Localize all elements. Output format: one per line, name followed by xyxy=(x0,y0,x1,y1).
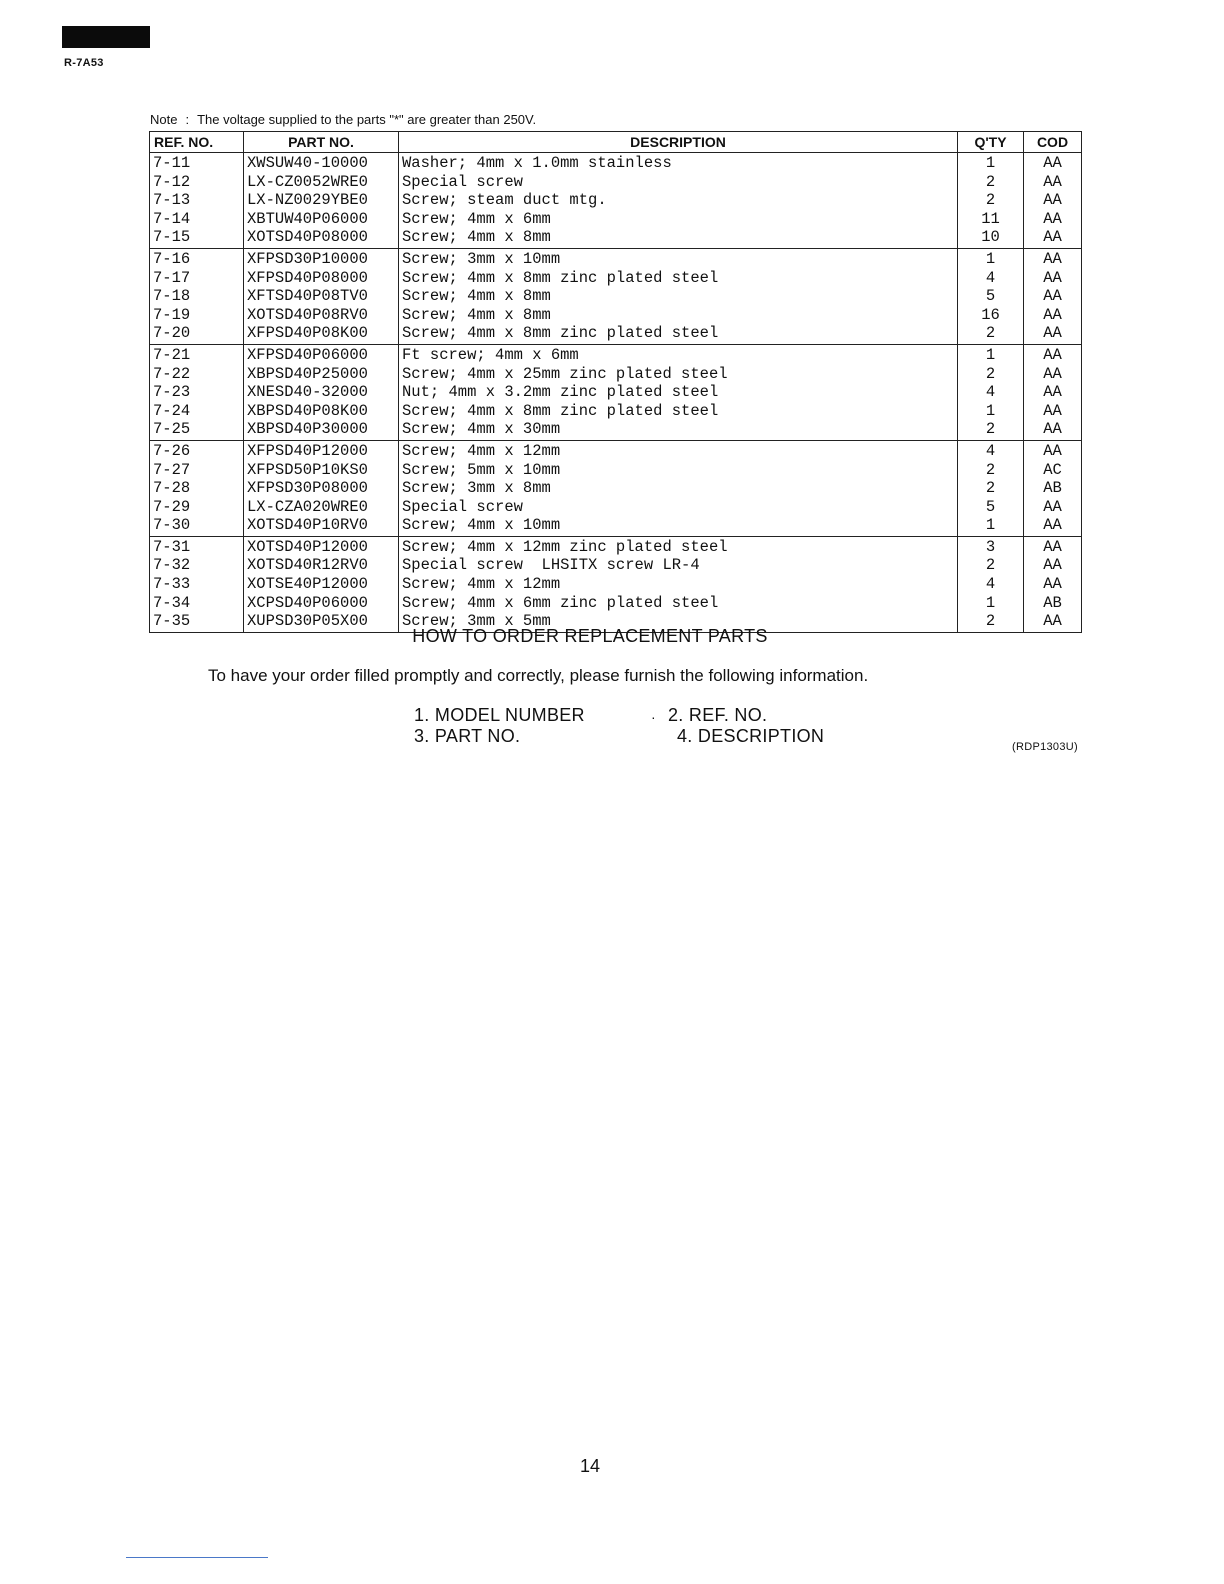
cell-qty: 2 xyxy=(958,479,1024,498)
cell-qty: 2 xyxy=(958,191,1024,210)
table-row xyxy=(150,461,1082,480)
cell-description: Ft screw; 4mm x 6mm xyxy=(399,344,958,364)
table-row xyxy=(150,344,1082,364)
cell-ref: 7-22 xyxy=(150,365,244,384)
cell-description: Screw; 4mm x 6mm zinc plated steel xyxy=(399,594,958,613)
table-row xyxy=(150,556,1082,575)
note-text: The voltage supplied to the parts "*" are greater than 250V. xyxy=(197,112,537,127)
table-row xyxy=(150,420,1082,440)
table-row xyxy=(150,269,1082,288)
cell-ref: 7-17 xyxy=(150,269,244,288)
cell-part: XFPSD30P10000 xyxy=(244,248,399,268)
cell-qty: 16 xyxy=(958,306,1024,325)
cell-qty: 4 xyxy=(958,269,1024,288)
cell-description: Screw; 4mm x 8mm xyxy=(399,228,958,248)
cell-qty: 1 xyxy=(958,402,1024,421)
cell-part: XOTSD40P08000 xyxy=(244,228,399,248)
cell-part: XCPSD40P06000 xyxy=(244,594,399,613)
cell-description: Washer; 4mm x 1.0mm stainless xyxy=(399,153,958,173)
table-row xyxy=(150,536,1082,556)
cell-qty: 2 xyxy=(958,173,1024,192)
info-item-description: 4. DESCRIPTION xyxy=(677,726,825,746)
cell-description: Screw; 4mm x 8mm xyxy=(399,287,958,306)
info-item-part-no: 3. PART NO. xyxy=(414,726,521,746)
cell-qty: 4 xyxy=(958,440,1024,460)
cell-code: AA xyxy=(1024,173,1082,192)
cell-part: XFPSD30P08000 xyxy=(244,479,399,498)
cell-code: AA xyxy=(1024,248,1082,268)
cell-code: AA xyxy=(1024,402,1082,421)
table-row xyxy=(150,402,1082,421)
cell-qty: 1 xyxy=(958,248,1024,268)
cell-description: Screw; 4mm x 12mm xyxy=(399,575,958,594)
cell-code: AA xyxy=(1024,556,1082,575)
cell-code: AA xyxy=(1024,365,1082,384)
cell-description: Screw; 4mm x 12mm zinc plated steel xyxy=(399,536,958,556)
cell-description: Screw; 4mm x 8mm zinc plated steel xyxy=(399,324,958,344)
cell-ref: 7-26 xyxy=(150,440,244,460)
cell-qty: 5 xyxy=(958,498,1024,517)
cell-part: XWSUW40-10000 xyxy=(244,153,399,173)
table-row xyxy=(150,324,1082,344)
voltage-note xyxy=(150,112,536,127)
parts-table xyxy=(149,131,1082,633)
header-ref-no: REF. NO. xyxy=(150,132,244,153)
cell-qty: 11 xyxy=(958,210,1024,229)
cell-description: Special screw xyxy=(399,498,958,517)
cell-description: Special screw xyxy=(399,173,958,192)
cell-part: XOTSD40P10RV0 xyxy=(244,516,399,536)
cell-ref: 7-11 xyxy=(150,153,244,173)
cell-part: LX-NZ0029YBE0 xyxy=(244,191,399,210)
cell-qty: 1 xyxy=(958,516,1024,536)
cell-description: Screw; 4mm x 30mm xyxy=(399,420,958,440)
cell-code: AA xyxy=(1024,191,1082,210)
cell-part: LX-CZA020WRE0 xyxy=(244,498,399,517)
cell-part: XFPSD40P08K00 xyxy=(244,324,399,344)
cell-qty: 4 xyxy=(958,383,1024,402)
cell-ref: 7-32 xyxy=(150,556,244,575)
cell-part: XNESD40-32000 xyxy=(244,383,399,402)
cell-qty: 1 xyxy=(958,344,1024,364)
cell-code: AA xyxy=(1024,344,1082,364)
cell-code: AA xyxy=(1024,516,1082,536)
cell-description: Screw; 3mm x 8mm xyxy=(399,479,958,498)
cell-qty: 2 xyxy=(958,612,1024,632)
cell-ref: 7-35 xyxy=(150,612,244,632)
table-header-row xyxy=(150,132,1082,153)
cell-part: XOTSD40R12RV0 xyxy=(244,556,399,575)
cell-code: AB xyxy=(1024,594,1082,613)
how-to-order-text: To have your order filled promptly and correctly, please furnish the following information. xyxy=(208,666,869,685)
cell-part: XOTSE40P12000 xyxy=(244,575,399,594)
cell-ref: 7-15 xyxy=(150,228,244,248)
cell-code: AA xyxy=(1024,287,1082,306)
cell-description: Screw; 4mm x 6mm xyxy=(399,210,958,229)
cell-ref: 7-14 xyxy=(150,210,244,229)
cell-code: AA xyxy=(1024,383,1082,402)
cell-qty: 3 xyxy=(958,536,1024,556)
header-description: DESCRIPTION xyxy=(399,132,958,153)
cell-part: XFTSD40P08TV0 xyxy=(244,287,399,306)
cell-code: AA xyxy=(1024,228,1082,248)
cell-ref: 7-23 xyxy=(150,383,244,402)
cell-code: AA xyxy=(1024,440,1082,460)
cell-description: Screw; 4mm x 8mm zinc plated steel xyxy=(399,402,958,421)
cell-part: XUPSD30P05X00 xyxy=(244,612,399,632)
cell-description: Screw; 5mm x 10mm xyxy=(399,461,958,480)
cell-code: AB xyxy=(1024,479,1082,498)
cell-ref: 7-12 xyxy=(150,173,244,192)
table-row xyxy=(150,575,1082,594)
cell-part: XFPSD50P10KS0 xyxy=(244,461,399,480)
cell-ref: 7-25 xyxy=(150,420,244,440)
cell-description: Screw; 4mm x 8mm xyxy=(399,306,958,325)
cell-part: XOTSD40P08RV0 xyxy=(244,306,399,325)
table-row xyxy=(150,594,1082,613)
cell-qty: 2 xyxy=(958,556,1024,575)
header-code: COD xyxy=(1024,132,1082,153)
cell-description: Screw; 4mm x 8mm zinc plated steel xyxy=(399,269,958,288)
table-row xyxy=(150,191,1082,210)
cell-ref: 7-19 xyxy=(150,306,244,325)
cell-qty: 5 xyxy=(958,287,1024,306)
cell-code: AA xyxy=(1024,324,1082,344)
cell-description: Screw; 3mm x 5mm xyxy=(399,612,958,632)
document-code: (RDP1303U) xyxy=(1012,741,1078,753)
cell-part: XBPSD40P08K00 xyxy=(244,402,399,421)
cell-code: AA xyxy=(1024,420,1082,440)
cell-part: XOTSD40P12000 xyxy=(244,536,399,556)
cell-ref: 7-24 xyxy=(150,402,244,421)
cell-ref: 7-18 xyxy=(150,287,244,306)
table-row xyxy=(150,153,1082,173)
cell-description: Screw; 3mm x 10mm xyxy=(399,248,958,268)
cell-code: AA xyxy=(1024,306,1082,325)
table-row xyxy=(150,173,1082,192)
cell-code: AA xyxy=(1024,498,1082,517)
table-row xyxy=(150,248,1082,268)
cell-code: AA xyxy=(1024,210,1082,229)
parts-table-body xyxy=(150,153,1082,633)
cell-ref: 7-30 xyxy=(150,516,244,536)
cell-ref: 7-29 xyxy=(150,498,244,517)
header-qty: Q'TY xyxy=(958,132,1024,153)
cell-part: XBTUW40P06000 xyxy=(244,210,399,229)
table-row xyxy=(150,516,1082,536)
cell-description: Special screw LHSITX screw LR-4 xyxy=(399,556,958,575)
cell-ref: 7-34 xyxy=(150,594,244,613)
header-part-no: PART NO. xyxy=(244,132,399,153)
cell-ref: 7-31 xyxy=(150,536,244,556)
cell-description: Screw; steam duct mtg. xyxy=(399,191,958,210)
cell-ref: 7-20 xyxy=(150,324,244,344)
header-black-block xyxy=(62,26,150,48)
cell-ref: 7-21 xyxy=(150,344,244,364)
cell-part: XBPSD40P30000 xyxy=(244,420,399,440)
table-row xyxy=(150,306,1082,325)
table-row xyxy=(150,365,1082,384)
table-row xyxy=(150,498,1082,517)
cell-part: XFPSD40P08000 xyxy=(244,269,399,288)
table-row xyxy=(150,210,1082,229)
cell-ref: 7-16 xyxy=(150,248,244,268)
cell-ref: 7-27 xyxy=(150,461,244,480)
cell-description: Screw; 4mm x 12mm xyxy=(399,440,958,460)
cell-ref: 7-28 xyxy=(150,479,244,498)
table-row xyxy=(150,228,1082,248)
info-item-model-number: 1. MODEL NUMBER xyxy=(414,705,585,725)
cell-qty: 2 xyxy=(958,324,1024,344)
cell-qty: 10 xyxy=(958,228,1024,248)
cell-qty: 2 xyxy=(958,461,1024,480)
cell-part: XFPSD40P12000 xyxy=(244,440,399,460)
bottom-rule xyxy=(126,1557,268,1558)
cell-ref: 7-13 xyxy=(150,191,244,210)
cell-part: XFPSD40P06000 xyxy=(244,344,399,364)
cell-part: LX-CZ0052WRE0 xyxy=(244,173,399,192)
page-number: 14 xyxy=(579,1456,601,1476)
table-row xyxy=(150,440,1082,460)
model-number: R-7A53 xyxy=(64,57,104,69)
cell-ref: 7-33 xyxy=(150,575,244,594)
table-row xyxy=(150,479,1082,498)
cell-qty: 4 xyxy=(958,575,1024,594)
cell-description: Screw; 4mm x 25mm zinc plated steel xyxy=(399,365,958,384)
cell-code: AC xyxy=(1024,461,1082,480)
cell-qty: 2 xyxy=(958,420,1024,440)
note-label: Note xyxy=(150,112,178,127)
cell-qty: 1 xyxy=(958,153,1024,173)
cell-code: AA xyxy=(1024,536,1082,556)
cell-part: XBPSD40P25000 xyxy=(244,365,399,384)
cell-qty: 2 xyxy=(958,365,1024,384)
cell-description: Screw; 4mm x 10mm xyxy=(399,516,958,536)
cell-code: AA xyxy=(1024,153,1082,173)
table-row xyxy=(150,383,1082,402)
cell-code: AA xyxy=(1024,269,1082,288)
cell-code: AA xyxy=(1024,575,1082,594)
cell-code: AA xyxy=(1024,612,1082,632)
note-separator: : xyxy=(185,112,190,127)
info-item-ref-no: 2. REF. NO. xyxy=(668,705,768,725)
table-row xyxy=(150,287,1082,306)
cell-description: Nut; 4mm x 3.2mm zinc plated steel xyxy=(399,383,958,402)
bullet-mark: · xyxy=(651,709,656,725)
cell-qty: 1 xyxy=(958,594,1024,613)
how-to-order-title: HOW TO ORDER REPLACEMENT PARTS xyxy=(412,626,768,646)
